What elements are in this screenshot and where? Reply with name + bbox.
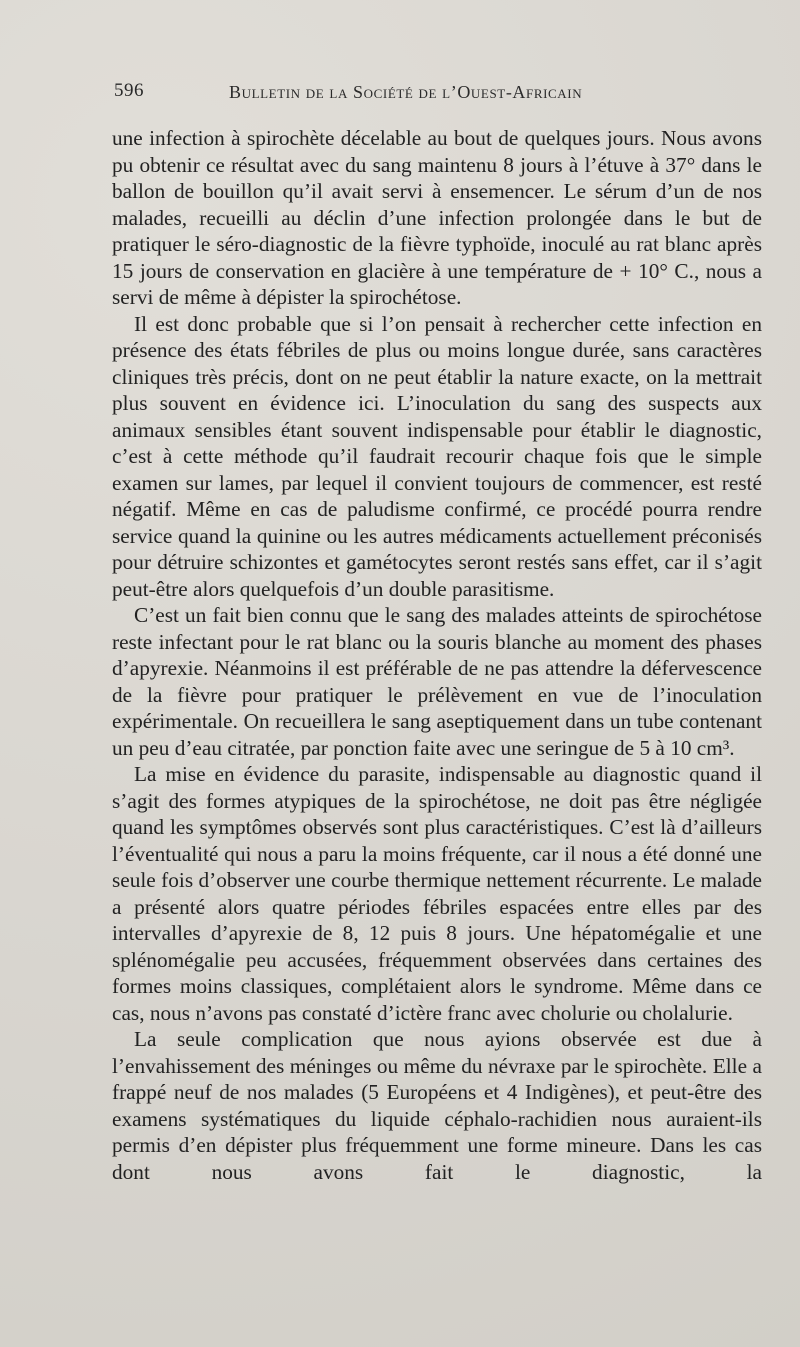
running-title: Bulletin de la Société de l’Ouest-Africain bbox=[229, 82, 583, 102]
paragraph-2: Il est donc probable que si l’on pensait à rechercher cette infection en présence des états fébriles de plus ou moins longue durée, sans caractères cliniques très précis, dont on ne peut établir la nature exacte, on la mettrait plus souvent en évidence ici. L’inoculation du sang des suspects aux animaux sensibles étant souvent indispensable pour établir le diagnostic, c’est à cette méthode qu’il faudrait recourir chaque fois que le simple examen sur lames, par lequel il convient toujours de commencer, est resté négatif. Même en cas de paludisme confirmé, ce procédé pourra rendre service quand la quinine ou les autres médicaments actuellement préconisés pour détruire schizontes et gamétocytes seront restés sans effet, car il s’agit peut-être alors quelquefois d’un double parasitisme. bbox=[112, 311, 762, 601]
paragraph-5: La seule complication que nous ayions observée est due à l’envahissement des méninges ou même du névraxe par le spirochète. Elle a frappé neuf de nos malades (5 Européens et 4 Indigènes), et peut-être des examens systématiques du liquide céphalo-rachidien nous auraient-ils permis d’en dépister plus fréquemment une forme mineure. Dans les cas dont nous avons fait le diagnostic, la bbox=[112, 1027, 762, 1184]
paragraph-3: C’est un fait bien connu que le sang des malades atteints de spirochétose reste infectant pour le rat blanc ou la souris blanche au moment des phases d’apyrexie. Néanmoins il est préférable de ne pas attendre la défervescence de la fièvre pour pratiquer le prélèvement en vue de l’inoculation expérimentale. On recueillera le sang aseptiquement dans un tube contenant un peu d’eau citratée, par ponction faite avec une seringue de 5 à 10 cm³. bbox=[112, 603, 762, 760]
page-number: 596 bbox=[114, 80, 144, 101]
body-text bbox=[112, 125, 762, 1185]
paragraph-4: La mise en évidence du parasite, indispensable au diagnostic quand il s’agit des formes atypiques de la spirochétose, ne doit pas être négligée quand les symptômes observés sont plus caractéristiques. C’est là d’ailleurs l’éventualité qui nous a paru la moins fréquente, car il nous a été donné une seule fois d’observer une courbe thermique nettement récurrente. Le malade a présenté alors quatre périodes fébriles espacées entre elles par des intervalles d’apyrexie de 8, 12 puis 8 jours. Une hépatomégalie et une splénomégalie peu accusées, fréquemment observées dans certaines des formes moins classiques, complétaient alors le syndrome. Même dans ce cas, nous n’avons pas constaté d’ictère franc avec cholurie ou cholalurie. bbox=[112, 762, 762, 1025]
paragraph-1: une infection à spirochète décelable au bout de quelques jours. Nous avons pu obtenir ce résultat avec du sang maintenu 8 jours à l’étuve à 37° dans le ballon de bouillon qu’il avait servi à ensemencer. Le sérum d’un de nos malades, recueilli au déclin d’une infection prolongée dans le but de pratiquer le séro-diagnostic de la fièvre typhoïde, inoculé au rat blanc après 15 jours de conservation en glacière à une température de + 10° C., nous a servi de même à dépister la spirochétose. bbox=[112, 126, 762, 309]
page-header bbox=[111, 80, 761, 106]
